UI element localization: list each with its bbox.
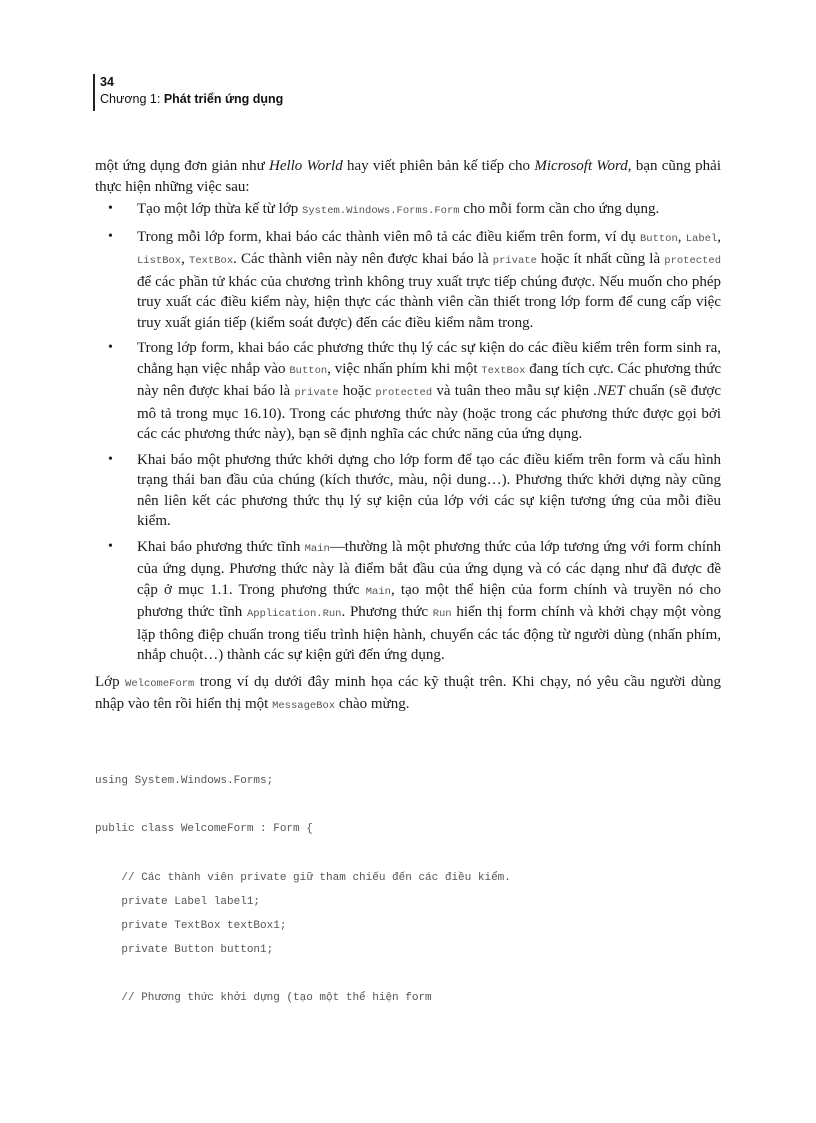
code-line: private Label label1; [95,896,261,908]
intro-paragraph [95,156,721,197]
chapter-heading [100,91,283,108]
code-term: MessageBox [272,700,336,712]
code-term: TextBox [481,364,526,377]
text: chào mừng. [335,696,410,712]
list-item [95,338,721,445]
code-line: public class WelcomeForm : Form { [95,823,313,835]
text: Khai báo phương thức tĩnh [137,538,305,555]
code-term: WelcomeForm [125,677,195,690]
text: , [181,251,190,267]
text: Trong mỗi lớp form, khai báo các thành viên mô tả các điều kiểm trên form, ví dụ [137,228,640,245]
text: Tạo một lớp thừa kế từ lớp [137,201,303,217]
page-number: 34 [100,75,114,89]
bullet-icon: • [108,451,113,467]
italic-term: Microsoft Word [534,158,628,174]
chapter-prefix: Chương 1: [100,92,164,106]
code-line: private TextBox textBox1; [95,920,287,932]
italic-term: .NET [593,383,625,399]
text: , bạn cũng phải thực hiện những việc sau: [95,158,722,195]
text: hoặc [338,383,376,399]
text: và tuân theo mẫu sự kiện [432,383,594,399]
chapter-title: Phát triển ứng dụng [163,92,284,106]
text: , việc nhấn phím khi một [327,360,482,377]
bullet-icon: • [108,201,113,216]
text: Lớp [95,673,126,690]
code-term: Label [685,232,718,245]
text: Khai báo một phương thức khởi dựng cho lớp form để tạo các điều kiểm trên form và cấu hình trạng thái ban đầu của chúng (kích thước, màu, nội dung…). Phương thức khởi dựng này cũng nên liên kết các phương thức thụ lý sự kiện của lớp với các sự kiện tương ứng của mỗi điều kiểm. [137,451,721,529]
bullet-icon: • [108,228,113,244]
list-item [95,537,721,666]
code-term: private [492,255,537,267]
text: trong ví dụ dưới đây minh họa các kỹ thuật trên. Khi chạy, nó yêu cầu người dùng nhập vào tên rồi hiển thị một [95,673,721,712]
code-term: Application.Run [246,608,342,620]
code-comment: // Các thành viên private giữ tham chiếu đến các điều kiểm. [95,872,511,884]
text: để các phần tử khác của chương trình không truy xuất trực tiếp chúng được. Nếu muốn cho phép truy xuất các điều kiểm này, hiện thực các thành viên cần thiết trong lớp form để cung cấp việc truy xuất gián tiếp (kiểm soát được) đến các điều kiểm nằm trong. [137,273,721,331]
text: , tạo một thể hiện của form chính và truyền nó cho phương thức tĩnh [137,581,721,620]
code-term: Main [304,542,330,555]
text: chuẩn (sẽ được mô tả trong mục 16.10). Trong các phương thức này (hoặc trong các phương thức được gọi bởi các các phương thức này), bạn sẽ định nghĩa các chức năng của ứng dụng. [137,383,721,442]
code-term: ListBox [137,255,182,267]
code-term: protected [664,255,721,267]
bullet-list [95,199,721,666]
code-term: System.Windows.Forms.Form [302,205,460,217]
text: , [677,228,686,245]
list-item [95,227,721,334]
text: cho mỗi form cần cho ứng dụng. [459,201,660,217]
code-term: Run [432,608,452,620]
outro-paragraph [95,672,721,717]
text: Trong lớp form, khai báo các phương thức thụ lý các sự kiện do các điều kiểm trên form sinh ra, chẳng hạn việc nhắp vào [137,340,721,377]
code-term: Main [365,585,391,598]
code-term: Button [639,232,678,245]
code-line: private Button button1; [95,944,274,956]
text: , [717,228,722,245]
code-term: protected [375,387,433,399]
code-comment: // Phương thức khởi dựng (tạo một thể hiện form [95,992,432,1004]
page-header [93,74,283,111]
bullet-icon: • [108,340,113,355]
text: hiển thị form chính và khởi chạy một vòng lặp thông điệp chuẩn trong tiểu trình hiện hành, chuyển các tác động từ người dùng (nhấn phím, nhắp chuột…) thành các sự kiện gửi đến ứng dụng. [137,604,721,663]
text: . Phương thức [341,604,433,620]
code-term: Button [289,364,328,377]
text: hoặc ít nhất cũng là [536,251,665,267]
text: hay viết phiên bản kế tiếp cho [342,158,535,174]
body-text [95,156,721,717]
italic-term: Hello World [268,158,343,174]
code-term: private [294,387,339,399]
text: . Các thành viên này nên được khai báo là [233,251,493,267]
list-item [95,450,721,532]
code-term: TextBox [189,255,234,267]
list-item [95,199,721,222]
text: một ứng dụng đơn giản như [95,158,269,174]
text: đang tích cực. Các phương thức này nên được khai báo là [137,360,721,399]
bullet-icon: • [108,538,113,554]
text: —thường là một phương thức của lớp tương ứng với form chính của ứng dụng. Phương thức này là điểm bắt đầu của ứng dụng và có các dạng như đã được đề cập ở mục 1.1. Trong phương thức [137,538,721,598]
code-line: using System.Windows.Forms; [95,775,274,787]
